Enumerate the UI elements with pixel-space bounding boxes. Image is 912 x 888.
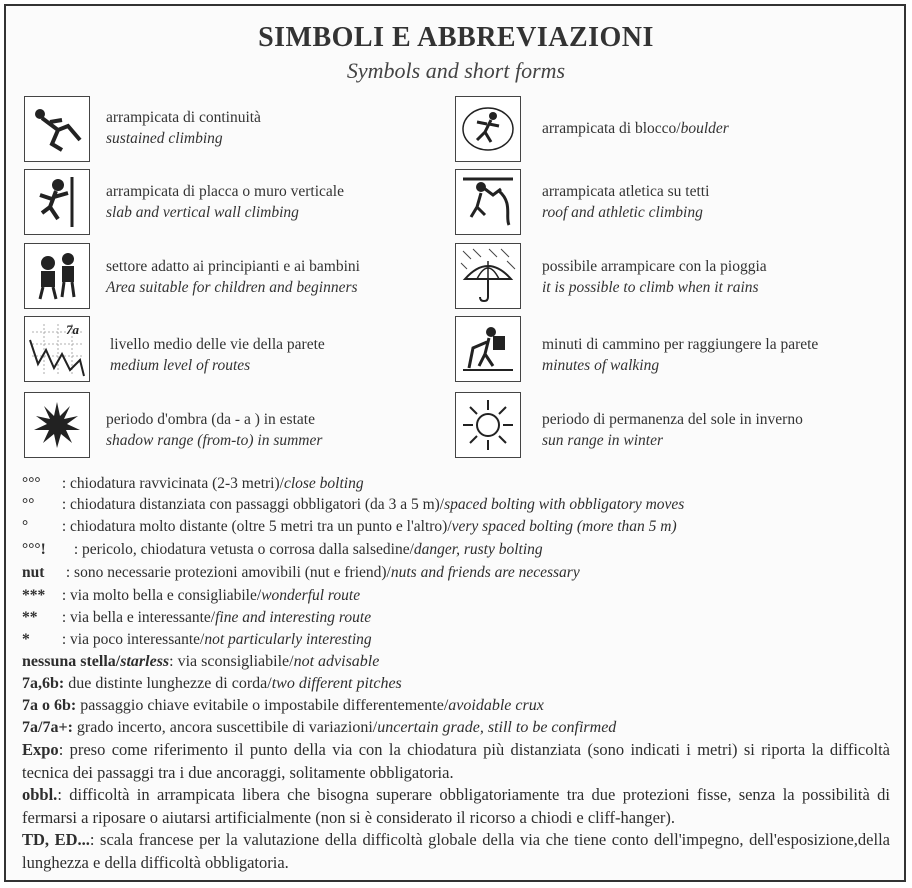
symbol-text-roof: arrampicata atletica su tetti roof and athletic climbing [542, 183, 710, 221]
hiker-icon [455, 316, 521, 382]
umbrella-rain-icon [455, 243, 521, 309]
legend-three-stars: *** : via molto bella e consigliabile/wonderful route [22, 587, 361, 604]
symbol-text-rain: possibile arrampicare con la pioggia it is possible to climb when it rains [542, 258, 767, 296]
note-starless: nessuna stella/starless: via sconsigliabile/not advisable [22, 653, 380, 670]
symbol-text-shadow: periodo d'ombra (da - a ) in estate shadow range (from-to) in summer [106, 411, 323, 449]
symbol-text-walking: minuti di cammino per raggiungere la parete minutes of walking [542, 336, 819, 374]
legend-very-spaced-bolting: ° : chiodatura molto distante (oltre 5 metri tra un punto e l'altro)/very spaced bolting (more than 5 m) [22, 518, 677, 535]
page-subtitle: Symbols and short forms [346, 58, 566, 83]
route-level-label: 7a [66, 322, 79, 337]
symbol-text-boulder: arrampicata di blocco/boulder [542, 120, 729, 137]
boulder-icon [455, 96, 521, 162]
legend-one-star: * : via poco interessante/not particularly interesting [22, 631, 372, 648]
note-crux: 7a o 6b: passaggio chiave evitabile o impostabile differentemente/avoidable crux [22, 697, 544, 714]
symbol-text-children: settore adatto ai principianti e ai bambini Area suitable for children and beginners [106, 258, 360, 296]
slab-wall-climbing-icon [24, 169, 90, 235]
symbol-text-slab: arrampicata di placca o muro verticale slab and vertical wall climbing [106, 183, 344, 221]
note-td-ed: TD, ED...: scala francese per la valutazione della difficoltà globale della via che tiene conto dell'impegno, dell'esposizione,della lunghezza e della difficoltà obbligatoria. [22, 830, 890, 872]
note-pitches: 7a,6b: due distinte lunghezze di corda/two different pitches [22, 675, 402, 692]
page-title: SIMBOLI E ABBREVIAZIONI [258, 22, 654, 53]
sustained-climbing-icon [24, 96, 90, 162]
symbol-text-level: livello medio delle vie della parete medium level of routes [110, 336, 325, 374]
note-obbl: obbl.: difficoltà in arrampicata libera che bisogna superare obbligatoriamente tra due protezioni fisse, senza la possibilità di fermarsi a riposare o aiutarsi artificialmente (non si è considerato il ricorso a chiodi e cliff-hanger). [22, 785, 890, 827]
symbol-text-sun: periodo di permanenza del sole in inverno sun range in winter [542, 411, 803, 449]
note-grade: 7a/7a+: grado incerto, ancora suscettibile di variazioni/uncertain grade, still to be confirmed [22, 719, 617, 736]
legend-spaced-bolting: °° : chiodatura distanziata con passaggi obbligatori (da 3 a 5 m)/spaced bolting with obbligatory moves [22, 496, 685, 513]
route-level-graph-icon [24, 316, 90, 382]
legend-nuts: nut : sono necessarie protezioni amovibili (nut e friend)/nuts and friends are necessary [22, 564, 580, 581]
symbol-text-sustained: arrampicata di continuità sustained climbing [106, 109, 261, 147]
children-icon [24, 243, 90, 309]
legend-two-stars: ** : via bella e interessante/fine and interesting route [22, 609, 372, 626]
roof-climbing-icon [455, 169, 521, 235]
sun-icon [455, 392, 521, 458]
dark-sun-icon [24, 392, 90, 458]
note-expo: Expo: preso come riferimento il punto della via con la chiodatura più distanziata (sono indicati i metri) si riporta la difficoltà tecnica dei passaggi tra i due ancoraggi, solitamente obbligatoria. [22, 740, 890, 782]
legend-rusty-bolting: °°°! : pericolo, chiodatura vetusta o corrosa dalla salsedine/danger, rusty bolting [22, 541, 543, 558]
legend-close-bolting: °°° : chiodatura ravvicinata (2-3 metri)/close bolting [22, 475, 364, 492]
